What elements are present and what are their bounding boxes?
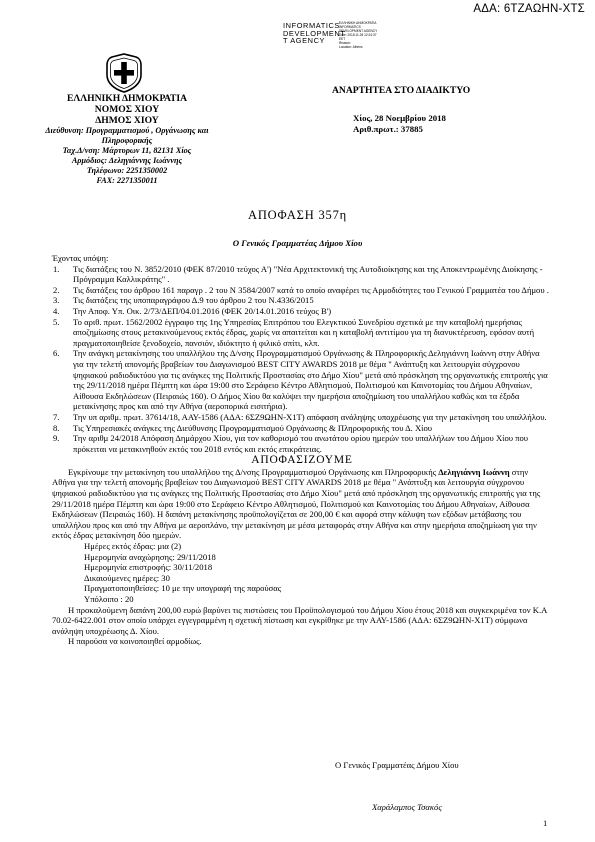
sig-line: Date: 2018.11.28 12:24:37 — [339, 33, 377, 37]
detail-used-days: Πραγματοποιηθείσες: 10 με την υπογραφή της παρούσας — [84, 583, 282, 594]
agency-line-3: T AGENCY — [283, 36, 326, 46]
list-item-text: Την ανάγκη μετακίνησης του υπαλλήλου της Δ/νσης Προγραμματισμού Οργάνωσης & Πληροφορικής Δεληγιάννη Ιωάννη στην Αθήνα για την τελετή απονομής βραβείων του Διαγωνισμού BEST CITY AWARDS 2018 με θέμα " Ανάπτυξη και λειτουργία σύγχρονου ψηφιακού ραδιοδικτύου για τις ανάγκες της Πολιτικής Προστασίας στο Δήμο Χίου" μετά από πρόσκληση της οργανωτικής επιτροπής για της 29/11/2018 ημέρα Πέμπτη και ώρα 19:00 στο Σεράφειο Κέντρο Αθλητισμού, Πολιτισμού και Καινοτομίας του Δήμου Αθηναίων, Αίθουσα Εκδηλώσεων (Πειραιώς 160). Ο Δήμος Χίου θα καλύψει την ημερήσια αποζημίωση του υπαλλήλου καθώς και τα έξοδα μετακίνησης προς και από την Αθήνα (αεροπορικά εισιτήρια). — [73, 348, 548, 412]
list-item: 2. Τις διατάξεις του άρθρου 161 παραγρ . 2 του Ν 3584/2007 κατά το οποίο αναφέρει τις Αρμοδιότητες του Γενικού Γραμματέα του Δήμου . — [53, 284, 549, 295]
decision-paragraph — [52, 467, 552, 541]
considering-label: Έχοντας υπόψη: — [52, 253, 109, 263]
list-item: 6. Την ανάγκη μετακίνησης του υπαλλήλου της Δ/νσης Προγραμματισμού Οργάνωσης & Πληροφορικής Δεληγιάννη Ιωάννη στην Αθήνα για την τελετή απονομής βραβείων του Διαγωνισμού BEST CITY AWARDS 2018 με θέμα " Ανάπτυξη και λειτουργία σύγχρονου ψηφιακού ραδιοδικτύου για τις ανάγκες της Πολιτικής Προστασίας στο Δήμο Χίου" μετά από πρόσκληση της οργανωτικής επιτροπής για της 29/11/2018 ημέρα Πέμπτη και ώρα 19:00 στο Σεράφειο Κέντρο Αθλητισμού, Πολιτισμού και Καινοτομίας του Δήμου Αθηναίων, Αίθουσα Εκδηλώσεων (Πειραιώς 160). Ο Δήμος Χίου θα καλύψει την ημερήσια αποζημίωση του υπαλλήλου καθώς και τα έξοδα μετακίνησης προς και από την Αθήνα (αεροπορικά εισιτήρια). — [53, 348, 548, 412]
posting-header — [332, 86, 522, 135]
issuer-title: Ο Γενικός Γραμματέας Δήμου Χίου — [232, 238, 363, 248]
list-item: 3. Τις διατάξεις της υποπαραγράφου Δ.9 του άρθρου 2 του Ν.4336/2015 — [53, 295, 314, 306]
decide-heading: ΑΠΟΦΑΣΙΖΟΥΜΕ — [251, 454, 353, 467]
decision-text: Εγκρίνουμε την μετακίνηση του υπαλλήλου της Δ/νσης Προγραμματισμού Οργάνωσης και Πληροφορικής — [68, 466, 437, 477]
phone-label: Τηλέφωνο: 2251350002 — [86, 166, 168, 175]
detail-return-date: Ημερομηνία επιστροφής: 30/11/2018 — [84, 562, 213, 573]
signature-name: Χαράλαμπος Τσακός — [372, 802, 442, 812]
document-date: Χίος, 28 Νοεμβρίου 2018 — [353, 112, 446, 123]
agency-line-2: DEVELOPMENT — [283, 28, 346, 38]
decision-title: ΑΠΟΦΑΣΗ 357η — [248, 208, 347, 222]
sig-line: INFORMATICS — [339, 25, 361, 29]
address-label: Ταχ.Δ/νση: Μάρτυρων 11, 82131 Χίος — [62, 146, 192, 155]
list-item-text: Τις διατάξεις του Ν. 3852/2010 (ΦΕΚ 87/2010 τεύχος Α') "Νέα Αρχιτεκτονική της Αυτοδιοίκησης και της Αποκεντρωμένης Διοίκησης - Πρόγραμμα Καλλικράτης" . — [73, 263, 543, 285]
notify-paragraph: Η παρούσα να κοινοποιηθεί αρμοδίως. — [68, 636, 202, 647]
sig-line: EET — [339, 37, 346, 41]
list-item: 8. Τις Υπηρεσιακές ανάγκες της Διεύθυνσης Προγραμματισμού Οργάνωσης & Πληροφορικής του Δ. Χίου — [53, 422, 433, 433]
protocol-number: Αριθ.πρωτ.: 37885 — [353, 123, 423, 134]
signature-title: Ο Γενικός Γραμματέας Δήμου Χίου — [335, 760, 459, 770]
document-body — [52, 253, 552, 647]
list-item-text: Την αριθμ 24/2018 Απόφαση Δημάρχου Χίου, για τον καθορισμό του ανωτάτου ορίου ημερών του υπαλλήλων του Δήμου Χίου που πρόκειται να μετακινηθούν εκτός του 2018 εντός και εκτός επικράτειας. — [73, 433, 529, 454]
issuer-header — [38, 93, 216, 186]
list-item-text: Τις διατάξεις της υποπαραγράφου Δ.9 του άρθρου 2 του Ν.4336/2015 — [73, 295, 314, 306]
detail-remaining-days: Υπόλοιπο : 20 — [84, 594, 134, 604]
responsible-label: Αρμόδιος: Δεληγιάννης Ιωάννης — [71, 156, 183, 165]
cost-paragraph: Η προκαλούμενη δαπάνη 200,00 ευρώ βαρύνει τις πιστώσεις του Προϋπολογισμού του Δήμου Χίου έτους 2018 και συγκεκριμένα τον Κ.Α 70.02-6422.001 στον οποίο υπάρχει εγγεγραμμένη η σχετική πίστωση και εγκρίθηκε με την ΑΑΥ-1586 (ΑΔΑ: 6ΣΖ9ΩΗΝ-Χ1Τ) σύμφωνα ανάληψη υποχρέωσης Δ. Χίου. — [52, 604, 547, 636]
employee-name: Δεληγιάννη Ιωάννη — [438, 466, 510, 477]
sig-line: Location: Athens — [339, 45, 363, 49]
decision-text-rest: στην Αθήνα για την τελετή απονομής βραβείων του Διαγωνισμού BEST CITY AWARDS 2018 με θέμα " Ανάπτυξη και λειτουργία σύγχρονου ψηφιακού ραδιοδικτύου για τις ανάγκες της Πολιτικής Προστασίας στο Δήμο Χίου" μετά από πρόσκληση της οργανωτικής επιτροπής για της 29/11/2018 ημέρα Πέμπτη και ώρα 19:00 στο Σεράφειο Κέντρο Αθλητισμού, Πολιτισμού και Καινοτομίας του Δήμου Αθηναίων, Αίθουσα Εκδηλώσεων (Πειραιώς 160). Η δαπάνη μετακίνησης προϋπολογίζεται σε 200,00 € και αφορά στην κάλυψη των εξόδων μετάβασης του υπαλλήλου προς και από την Αθήνα με αεροπλάνο, την μετακίνηση με μέσα μεταφοράς στην Αθήνα και στην ημερήσια αποζημίωση για την εκτός έδρας μετακίνηση δύο ημερών. — [52, 466, 541, 541]
detail-days-away: Ημέρες εκτός έδρας: μια (2) — [84, 541, 182, 552]
list-item: 7. Την υπ αριθμ. πρωτ. 37614/18, ΑΑΥ-1586 (ΑΔΑ: 6ΣΖ9ΩΗΝ-Χ1Τ) απόφαση ανάληψης υποχρέωσης για την μετακίνηση του υπαλλήλου. — [53, 411, 547, 422]
sig-line: ΕΛΛΗΝΙΚΗ ΔΗΜΟΚΡΑΤΙΑ — [339, 21, 377, 25]
list-item: 1. Τις διατάξεις του Ν. 3852/2010 (ΦΕΚ 87/2010 τεύχος Α') "Νέα Αρχιτεκτονική της Αυτοδιοίκησης και της Αποκεντρωμένης Διοίκησης - Πρόγραμμα Καλλικράτης" . — [53, 263, 543, 285]
agency-line-1: INFORMATICS — [283, 21, 340, 30]
sig-line: DEVELOPMENT AGENCY — [339, 29, 378, 33]
fax-label: FAX: 2271350011 — [96, 176, 158, 185]
detail-entitled-days: Δικαιούμενες ημέρες: 30 — [84, 572, 170, 583]
list-item: 4. Την Αποφ. Υπ. Οικ. 2/73/ΔΕΠ/04.01.2016 (ΦΕΚ 20/14.01.2016 τεύχος Β') — [53, 305, 332, 316]
list-item-text: Το αριθ. πρωτ. 1562/2002 έγγραφο της 1ης Υπηρεσίας Επιτρόπου του Ελεγκτικού Συνεδρίου σχετικά με την καταβολή ημερήσιας αποζημίωσης στους μετακινούμενους εκτός έδρας, χωρίς να απαιτείται και η καταβολή αντιτίμου για τη διανυκτέρευση, εφόσον αυτή πραγματοποιηθείσε ξενοδοχείο, πανσιόν, ιδιόκτητο ή φιλικό σπίτι, κλπ. — [73, 316, 535, 348]
informatics-agency-tag — [283, 22, 345, 45]
trip-details — [84, 541, 552, 605]
list-item: 9. Την αριθμ 24/2018 Απόφαση Δημάρχου Χίου, για τον καθορισμό του ανωτάτου ορίου ημερών του υπαλλήλων του Δήμου Χίου που πρόκειται να μετακινηθούν εκτός του 2018 εντός και εκτός επικράτειας. — [53, 433, 529, 454]
posting-title: ΑΝΑΡΤΗΤΕΑ ΣΤΟ ΔΙΑΔΙΚΤΥΟ — [332, 85, 471, 96]
digital-signature-details — [339, 21, 419, 49]
greek-coat-of-arms-icon — [104, 53, 144, 93]
list-item-text: Τις Υπηρεσιακές ανάγκες της Διεύθυνσης Προγραμματισμού Οργάνωσης & Πληροφορικής του Δ. Χίου — [73, 422, 433, 433]
detail-departure-date: Ημερομηνία αναχώρησης: 29/11/2018 — [84, 551, 216, 562]
direction-label: Διεύθυνση: Προγραμματισμού , Οργάνωσης και Πληροφορικής — [45, 126, 209, 145]
list-item-text: Την Αποφ. Υπ. Οικ. 2/73/ΔΕΠ/04.01.2016 (ΦΕΚ 20/14.01.2016 τεύχος Β') — [73, 305, 332, 316]
municipality-label: ΔΗΜΟΣ ΧΙΟΥ — [95, 115, 159, 126]
list-item: 5. Το αριθ. πρωτ. 1562/2002 έγγραφο της 1ης Υπηρεσίας Επιτρόπου του Ελεγκτικού Συνεδρίου σχετικά με την καταβολή ημερήσιας αποζημίωσης στους μετακινούμενους εκτός έδρας, χωρίς να απαιτείται και η καταβολή αντιτίμου για τη διανυκτέρευση, εφόσον αυτή πραγματοποιηθείσε ξενοδοχείο, πανσιόν, ιδιόκτητο ή φιλικό σπίτι, κλπ. — [53, 316, 535, 348]
page-number: 1 — [543, 818, 548, 828]
list-item-text: Την υπ αριθμ. πρωτ. 37614/18, ΑΑΥ-1586 (ΑΔΑ: 6ΣΖ9ΩΗΝ-Χ1Τ) απόφαση ανάληψης υποχρέωσης για την μετακίνηση του υπαλλήλου. — [73, 411, 547, 422]
list-item-text: Τις διατάξεις του άρθρου 161 παραγρ . 2 του Ν 3584/2007 κατά το οποίο αναφέρει τις Αρμοδιότητες του Γενικού Γραμματέα του Δήμου . — [73, 284, 549, 295]
sig-line: Reason: — [339, 41, 351, 45]
republic-label: ΕΛΛΗΝΙΚΗ ΔΗΜΟΚΡΑΤΙΑ — [66, 93, 188, 104]
prefecture-label: ΝΟΜΟΣ ΧΙΟΥ — [94, 104, 160, 115]
ada-code: ΑΔΑ: 6ΤΖΑΩΗΝ-ΧΤΣ — [473, 3, 585, 15]
